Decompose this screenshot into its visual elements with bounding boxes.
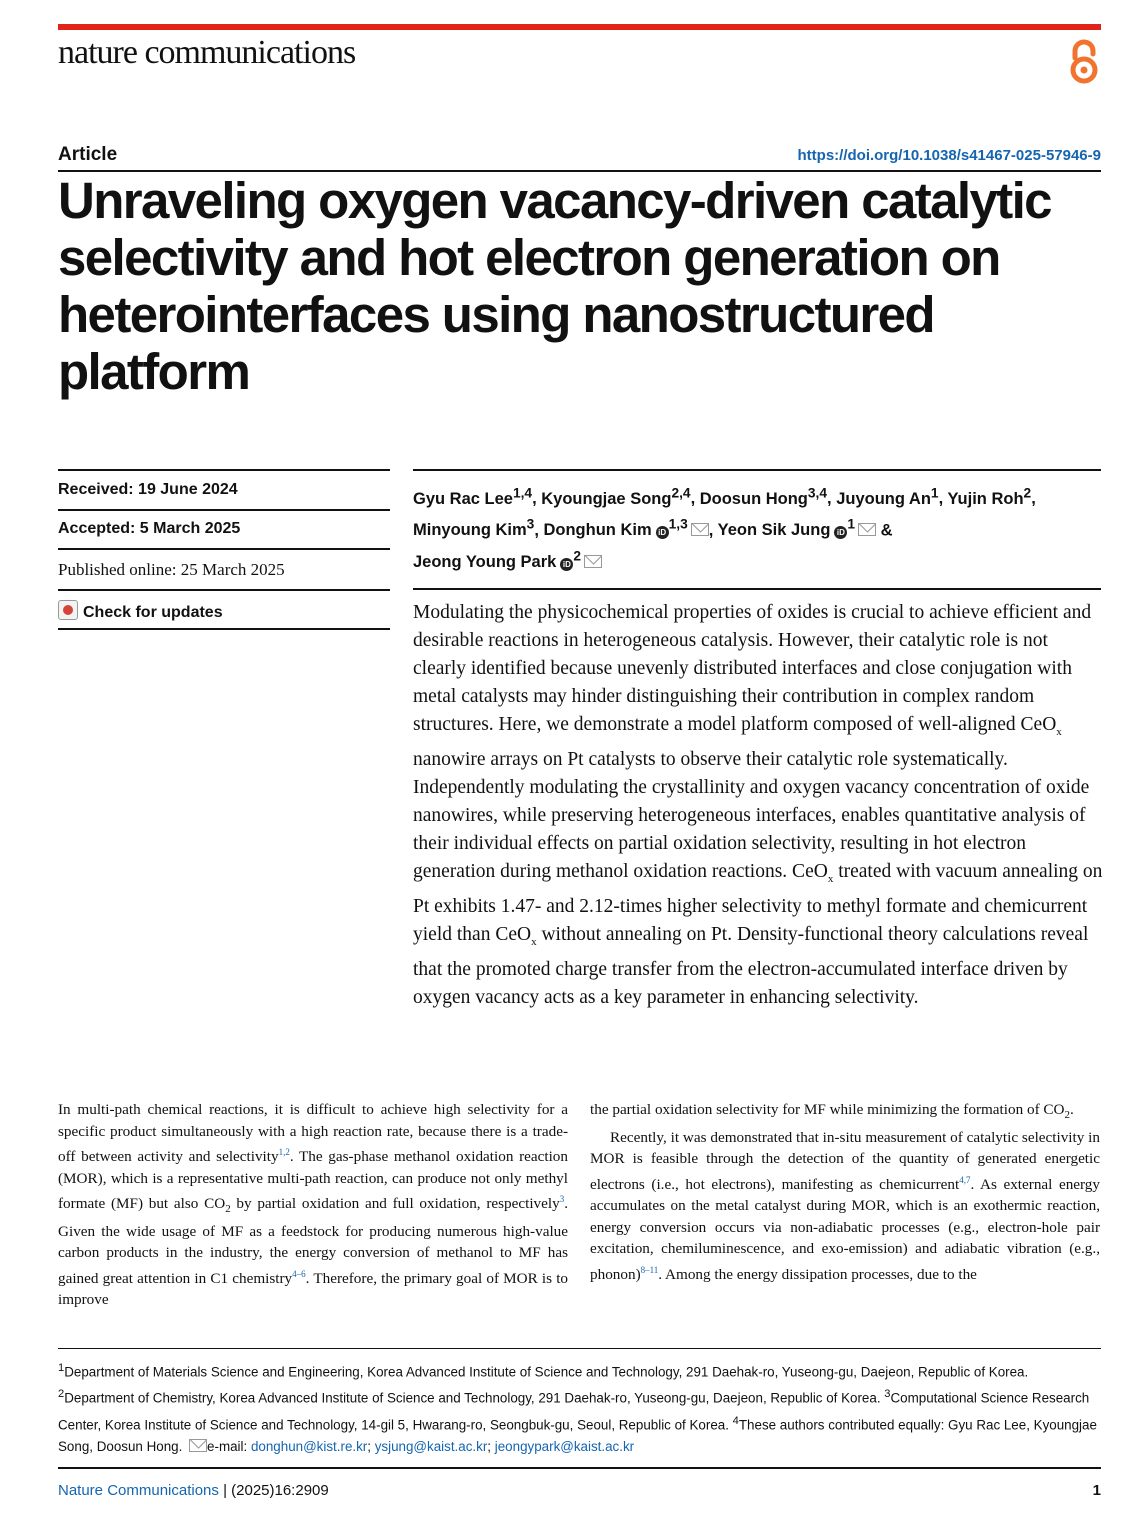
article-title: Unraveling oxygen vacancy-driven catalytic selectivity and hot electron generation on heterointerfaces using nanostructured platform bbox=[58, 172, 1051, 400]
check-updates-link[interactable] bbox=[58, 600, 223, 622]
check-updates-label: Check for updates bbox=[83, 604, 223, 621]
author-name[interactable]: Donghun Kim iD$^{1,3}$ bbox=[543, 521, 708, 539]
meta-rule-3 bbox=[58, 589, 390, 591]
article-type-label: Article bbox=[58, 144, 118, 165]
orcid-icon[interactable]: iD bbox=[560, 558, 573, 571]
author-separator: , bbox=[708, 521, 718, 539]
author-affiliation-marker: 1 bbox=[847, 516, 856, 532]
author-separator: & bbox=[876, 521, 893, 539]
authors-rule-bottom bbox=[413, 588, 1101, 590]
author-separator: , bbox=[532, 489, 542, 508]
author-affiliation-marker: 1,4 bbox=[512, 485, 533, 500]
author-separator: , bbox=[534, 521, 544, 539]
author-affiliation-marker: 3 bbox=[526, 516, 535, 532]
affiliations-rule bbox=[58, 1348, 1101, 1349]
meta-rule-bottom bbox=[58, 628, 390, 630]
orcid-icon[interactable]: iD bbox=[656, 526, 669, 539]
author-separator: , bbox=[690, 489, 700, 508]
doi-link[interactable]: https://doi.org/10.1038/s41467-025-57946-9 bbox=[797, 147, 1101, 164]
mail-icon[interactable] bbox=[584, 555, 602, 568]
authors-rule-top bbox=[413, 469, 1101, 471]
citation-link[interactable]: 1,2 bbox=[278, 1147, 290, 1157]
author-list bbox=[413, 480, 1103, 575]
author-name[interactable]: Jeong Young Park $iD^2$ bbox=[413, 553, 602, 571]
author-name[interactable]: Yujin Roh$^2$ bbox=[947, 485, 1032, 508]
email-link[interactable]: ysjung@kaist.ac.kr bbox=[374, 1439, 488, 1455]
author-affiliation-marker: 3,4 bbox=[807, 485, 828, 500]
body-column-left bbox=[58, 1099, 568, 1311]
citation-link[interactable]: 4,7 bbox=[959, 1174, 971, 1185]
orcid-icon[interactable]: iD bbox=[834, 526, 847, 539]
email-link[interactable]: jeongypark@kaist.ac.kr bbox=[494, 1439, 635, 1455]
meta-rule-1 bbox=[58, 509, 390, 511]
citation-link[interactable]: 3 bbox=[559, 1194, 565, 1204]
footer-journal-link[interactable]: Nature Communications bbox=[58, 1482, 219, 1499]
author-separator: , bbox=[938, 489, 948, 508]
body-paragraph: Recently, it was demonstrated that in-situ measurement of catalytic selectivity in MOR is feasible through the detection of the quantity of generated energetic electrons (i.e., hot electrons), manifesting as chemicurrent$^{4,7}$. As external energy accumulates on the metal catalyst during MOR, which is an exothermic reaction, energy conversion occurs via non-adiabatic processes (e.g., electron-hole pair excitation, chemiluminescence, and exo-emission) and adiabatic vibration (e.g., phonon)$^{8-11}$. Among the energy dissipation processes, due to the bbox=[590, 1128, 1100, 1283]
published-date: Published online: 25 March 2025 bbox=[58, 560, 285, 579]
check-updates-icon bbox=[58, 600, 78, 620]
accepted-date: Accepted: 5 March 2025 bbox=[58, 520, 241, 537]
meta-rule-top bbox=[58, 469, 390, 471]
author-name[interactable]: Gyu Rac Lee$^{1,4}$ bbox=[413, 485, 533, 508]
meta-rule-2 bbox=[58, 548, 390, 550]
page-number: 1 bbox=[1092, 1482, 1101, 1499]
body-paragraph: the partial oxidation selectivity for MF while minimizing the formation of $CO_2$. bbox=[590, 1101, 1074, 1122]
body-column-right bbox=[590, 1099, 1100, 1285]
open-access-icon bbox=[1066, 38, 1102, 86]
body-paragraph: In multi-path chemical reactions, it is difficult to achieve high selectivity for a specific product simultaneously with a high reaction rate, because there is a trade-off between activity and selectivity$^{1,2}$. The gas-phase methanol oxidation reaction (MOR), which is a representative multi-path reaction, can produce not only methyl formate (MF) but also $CO_2$ by partial oxidation and full oxidation, respectively$^3$. Given the wide usage of MF as a feedstock for producing numerous high-value carbon products in the industry, the energy conversion of methanol to MF has gained great attention in C1 chemistry$^{4-6}$. Therefore, the primary goal of MOR is to improve bbox=[58, 1101, 569, 1309]
author-affiliation-marker: 2 bbox=[1023, 485, 1032, 500]
author-name[interactable]: Yeon Sik Jung $iD^1$ bbox=[718, 521, 876, 539]
footer-citation: Nature Communications | (2025)16:2909 bbox=[58, 1482, 329, 1499]
author-name[interactable]: Juyoung An$^1$ bbox=[836, 485, 939, 508]
journal-color-bar bbox=[58, 24, 1101, 30]
received-date: Received: 19 June 2024 bbox=[58, 481, 238, 498]
journal-name: nature communications bbox=[58, 34, 356, 71]
email-link[interactable]: donghun@kist.re.kr bbox=[250, 1439, 368, 1455]
author-separator: , bbox=[1031, 489, 1036, 508]
mail-icon[interactable] bbox=[691, 523, 709, 536]
author-name[interactable]: Kyoungjae Song$^{2,4}$ bbox=[541, 485, 691, 508]
mail-icon[interactable] bbox=[858, 523, 876, 536]
author-separator: , bbox=[827, 489, 837, 508]
author-name[interactable]: Minyoung Kim$^3$ bbox=[413, 516, 535, 539]
author-affiliation-marker: 2,4 bbox=[671, 485, 691, 500]
author-affiliation-marker: 1,3 bbox=[668, 516, 688, 532]
author-affiliation-marker: 2 bbox=[573, 548, 581, 563]
mail-icon bbox=[189, 1439, 207, 1452]
footer-rule bbox=[58, 1467, 1101, 1469]
author-affiliation-marker: 1 bbox=[930, 485, 939, 500]
author-name[interactable]: Doosun Hong$^{3,4}$ bbox=[699, 485, 828, 508]
citation-link[interactable]: 8–11 bbox=[640, 1264, 659, 1275]
citation-link[interactable]: 4–6 bbox=[292, 1268, 306, 1279]
affiliations: $^1$Department of Materials Science and Engineering, Korea Advanced Institute of Science and Technology, 291 Daehak-ro, Yuseong-gu, Daejeon, Republic of Korea. $^2$Department of Chemistry, Korea Advanced Institute of Science and Technology, 291 Daehak-ro, Yuseong-gu, Daejeon, Republic of Korea. $^3$Computational Science Research Center, Korea Institute of Science and Technology, 14-gil 5, Hwarang-ro, Seongbuk-gu, Seoul, Republic of Korea. $^4$These authors contributed equally: Gyu Rac Lee, Kyoungjae Song, Doosun Hong. e-mail: donghun@kist.re.kr; ysjung@kaist.ac.kr; jeongypark@kaist.ac.kr bbox=[58, 1362, 1097, 1455]
abstract: Modulating the physicochemical properties of oxides is crucial to achieve efficient and desirable reactions in heterogeneous catalysis. However, their catalytic role is not clearly identified because unevenly distributed interfaces and close conjugation with metal catalysts may hinder distinguishing their contribution in complex random structures. Here, we demonstrate a model platform composed of well-aligned CeO$_x$ nanowire arrays on Pt catalysts to observe their catalytic role systematically. Independently modulating the crystallinity and oxygen vacancy concentration of oxide nanowires, while preserving heterogeneous interfaces, enables quantitative analysis of their individual effects on partial oxidation selectivity, resulting in hot electron generation during methanol oxidation reactions. CeO$_x$ treated with vacuum annealing on Pt exhibits 1.47- and 2.12-times higher selectivity to methyl formate and chemicurrent yield than CeO$_x$ without annealing on Pt. Density-functional theory calculations reveal that the promoted charge transfer from the electron-accumulated interface driven by oxygen vacancy acts as a key parameter in enhancing selectivity. bbox=[413, 602, 1103, 1008]
